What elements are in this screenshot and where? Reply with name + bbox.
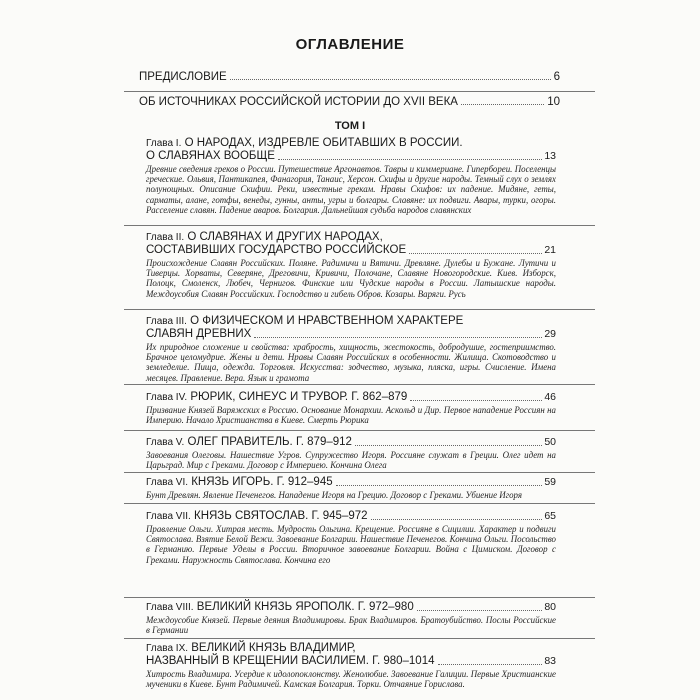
- toc-chapter-5[interactable]: [146, 436, 556, 470]
- chapter-title: РЮРИК, СИНЕУС И ТРУВОР. Г. 862–879: [190, 391, 408, 403]
- leader-dots: [355, 445, 542, 446]
- chapter-title-continued: О СЛАВЯНАХ ВООБЩЕ: [146, 150, 275, 162]
- chapter-summary: Бунт Древлян. Явление Печенегов. Нападение Игоря на Грецию. Договор с Греками. Убиение Игоря: [146, 490, 522, 500]
- leader-dots: [417, 610, 543, 611]
- chapter-page: 65: [544, 510, 556, 522]
- chapter-heading-last-line: [146, 328, 556, 341]
- divider: [124, 430, 595, 431]
- chapter-title: ВЕЛИКИЙ КНЯЗЬ ЯРОПОЛК. Г. 972–980: [196, 601, 414, 613]
- chapter-heading-last-line: [146, 244, 556, 257]
- divider: [124, 503, 595, 504]
- chapter-heading: [146, 642, 556, 655]
- chapter-page: 29: [544, 328, 556, 340]
- chapter-title: ВЕЛИКИЙ КНЯЗЬ ВЛАДИМИР,: [191, 642, 356, 654]
- chapter-title: КНЯЗЬ СВЯТОСЛАВ. Г. 945–972: [194, 510, 368, 522]
- toc-entry-page: 6: [553, 71, 560, 83]
- leader-dots: [336, 485, 543, 486]
- chapter-heading-last-line: [146, 436, 556, 449]
- chapter-prefix: Глава V.: [146, 437, 185, 448]
- leader-dots: [278, 159, 542, 160]
- toc-entry-sources[interactable]: [139, 96, 560, 108]
- toc-entry-label: ОБ ИСТОЧНИКАХ РОССИЙСКОЙ ИСТОРИИ ДО XVII ВЕКА: [139, 96, 458, 108]
- chapter-title-continued: НАЗВАННЫЙ В КРЕЩЕНИИ ВАСИЛИЕМ. Г. 980–1014: [146, 655, 435, 667]
- chapter-heading-last-line: [146, 510, 556, 523]
- chapter-heading-last-line: [146, 391, 556, 404]
- chapter-heading: [146, 315, 556, 328]
- chapter-summary: Призвание Князей Варяжских в Россию. Основание Монархии. Аскольд и Дир. Первое нападение Россиян на Империю. Начало Христианства в Киеве. Смерть Рюрика: [146, 405, 556, 426]
- chapter-prefix: Глава IX.: [146, 643, 189, 654]
- divider: [124, 384, 595, 385]
- chapter-heading: [146, 137, 556, 150]
- chapter-page: 80: [544, 601, 556, 613]
- chapter-title: О ФИЗИЧЕСКОМ И НРАВСТВЕННОМ ХАРАКТЕРЕ: [190, 315, 464, 327]
- leader-dots: [461, 104, 544, 105]
- chapter-title: О НАРОДАХ, ИЗДРЕВЛЕ ОБИТАВШИХ В РОССИИ.: [184, 137, 463, 149]
- chapter-heading: [146, 231, 556, 244]
- chapter-page: 59: [544, 476, 556, 488]
- chapter-page: 50: [544, 436, 556, 448]
- chapter-prefix: Глава III.: [146, 316, 187, 327]
- chapter-summary: Завоевания Олеговы. Нашествие Угров. Супружество Игоря. Россияне служат в Греции. Олег идет на Царьград. Мир с Греками. Договор с Империею. Кончина Олега: [146, 450, 556, 471]
- chapter-title-continued: СЛАВЯН ДРЕВНИХ: [146, 328, 252, 340]
- chapter-summary: Хитрость Владимира. Усердие к идолопоклонству. Женолюбие. Завоевание Галиции. Первые Христианские мученики в Киеве. Бунт Радимичей. Камская Болгария. Торки. Отчаяние Горислава.: [146, 669, 556, 690]
- chapter-heading-last-line: [146, 601, 556, 614]
- leader-dots: [409, 253, 542, 254]
- chapter-page: 13: [544, 150, 556, 162]
- chapter-title-continued: СОСТАВИВШИХ ГОСУДАРСТВО РОССИЙСКОЕ: [146, 244, 407, 256]
- toc-chapter-9[interactable]: [146, 642, 556, 689]
- chapter-heading-last-line: [146, 476, 556, 489]
- chapter-title: КНЯЗЬ ИГОРЬ. Г. 912–945: [191, 476, 333, 488]
- toc-chapter-2[interactable]: [146, 231, 556, 299]
- toc-chapter-4[interactable]: [146, 391, 556, 425]
- toc-entry-page: 10: [547, 96, 560, 108]
- chapter-summary: Междоусобие Князей. Первые деяния Владимировы. Брак Владимиров. Братоубийство. Послы Российские в Германии: [146, 615, 556, 636]
- chapter-prefix: Глава VII.: [146, 511, 191, 522]
- chapter-summary: Их природное сложение и свойства: храбрость, хищность, жестокость, добродушие, гостеприимство. Брачное целомудрие. Жены и дети. Нравы Славян Российских в особенности. Жилища. Скотоводство и земледелие. Пища, одежда. Торговля. Искусства: зодчество, музыка, пляска, игры. Счисление. Имена месяцев. Правление. Вера. Язык и грамота: [146, 342, 556, 383]
- toc-chapter-1[interactable]: [146, 137, 556, 215]
- leader-dots: [371, 519, 543, 520]
- leader-dots: [230, 79, 551, 80]
- divider: [124, 638, 595, 639]
- volume-heading: ТОМ I: [334, 120, 366, 132]
- divider: [124, 225, 595, 226]
- toc-chapter-7[interactable]: [146, 510, 556, 565]
- chapter-page: 21: [544, 244, 556, 256]
- chapter-summary: Древние сведения греков о России. Путешествие Аргонавтов. Тавры и киммериане. Гипербореи. Поселенцы греческие. Ольвия, Пантикапея, Фанагория, Танаис, Херсон. Скифы и другие народы. Темный слух о землях полунощных. Описание Скифии. Реки, известные грекам. Нравы Скифов: их падение. Мидяне, геты, сарматы, алане, готфы, венеды, гунны, анты, угры и болгары. Славяне: их подвиги. Авары, турки, огоры. Расселение славян. Падение аваров. Болгария. Дальнейшая судьба народов славянских: [146, 164, 556, 215]
- chapter-prefix: Глава I.: [146, 138, 182, 149]
- chapter-heading-last-line: [146, 150, 556, 163]
- toc-entry-preface[interactable]: [139, 71, 560, 83]
- chapter-prefix: Глава VIII.: [146, 602, 194, 613]
- page-title: ОГЛАВЛЕНИЕ: [295, 36, 405, 53]
- chapter-title: ОЛЕГ ПРАВИТЕЛЬ. Г. 879–912: [187, 436, 352, 448]
- leader-dots: [410, 400, 542, 401]
- chapter-summary: Правление Ольги. Хитрая месть. Мудрость Ольгина. Крещение. Россияне в Сицилии. Характер и подвиги Святослава. Взятие Белой Вежи. Завоевание Болгарии. Нашествие Печенегов. Кончина Ольги. Посольство в Германию. Первые Уделы в России. Вторичное завоевание Болгарии. Война с Цимиском. Договор с Греками. Наружность Святослава. Кончина его: [146, 524, 556, 565]
- chapter-page: 46: [544, 391, 556, 403]
- toc-entry-label: ПРЕДИСЛОВИЕ: [139, 71, 227, 83]
- divider: [124, 309, 595, 310]
- chapter-prefix: Глава II.: [146, 232, 185, 243]
- toc-chapter-8[interactable]: [146, 601, 556, 635]
- toc-chapter-6[interactable]: [146, 476, 556, 500]
- divider: [124, 472, 595, 473]
- divider: [124, 91, 595, 92]
- chapter-prefix: Глава VI.: [146, 477, 189, 488]
- leader-dots: [438, 664, 543, 665]
- chapter-page: 83: [544, 655, 556, 667]
- chapter-summary: Происхождение Славян Российских. Поляне. Радимичи и Вятичи. Древляне. Дулебы и Бужане. Лутичи и Тиверцы. Хорваты, Северяне, Дреговичи, Кривичи, Полочане, Славяне Новогородские. Киев. Изборск, Полоцк, Смоленск, Любеч, Чернигов. Финские или Чудские народы в России. Латышские народы. Междоусобия Славян Российских. Господство и гибель Обров. Козары. Варяги. Русь: [146, 258, 556, 299]
- chapter-prefix: Глава IV.: [146, 392, 188, 403]
- chapter-heading-last-line: [146, 655, 556, 668]
- leader-dots: [254, 337, 542, 338]
- divider: [124, 597, 595, 598]
- toc-chapter-3[interactable]: [146, 315, 556, 383]
- chapter-title: О СЛАВЯНАХ И ДРУГИХ НАРОДАХ,: [187, 231, 383, 243]
